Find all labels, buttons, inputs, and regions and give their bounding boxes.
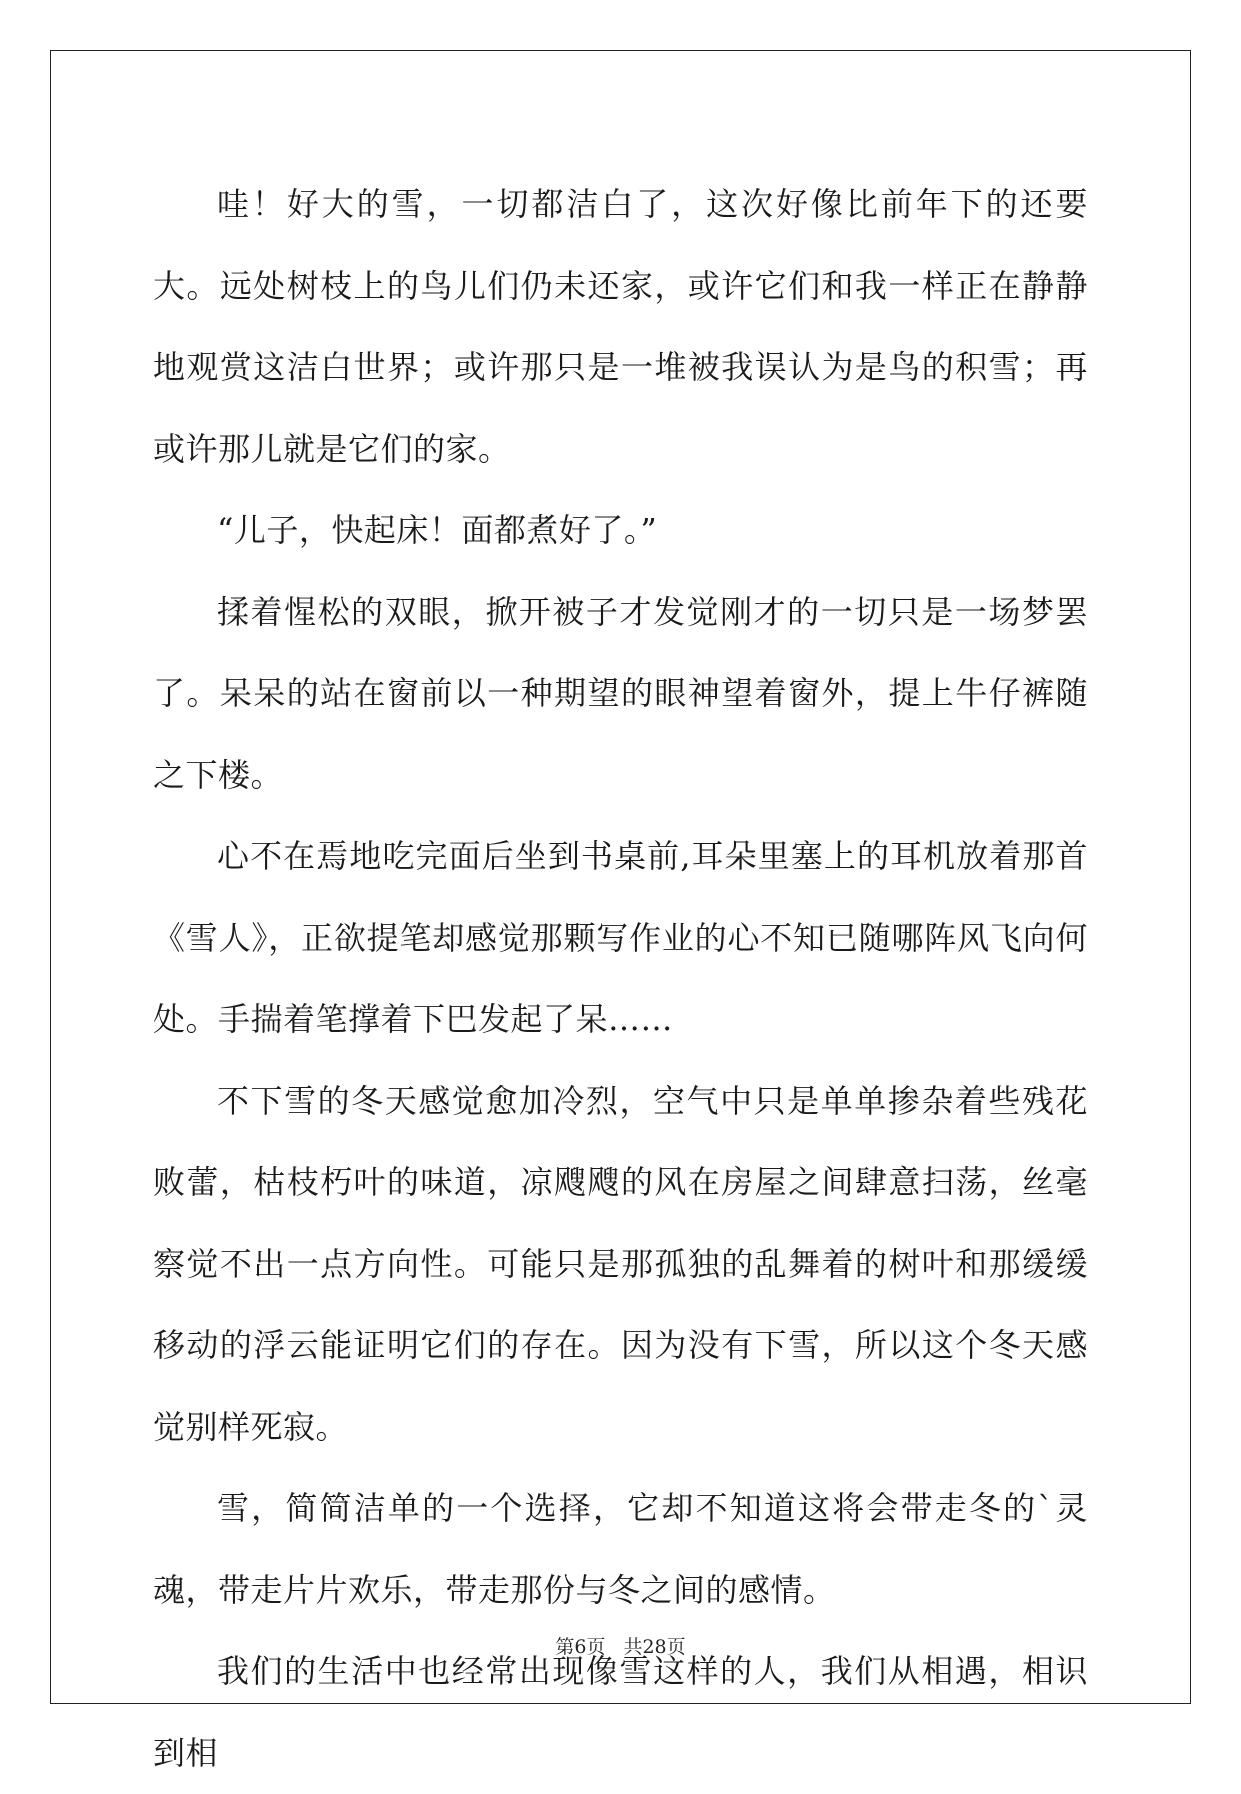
paragraph-7: 我们的生活中也经常出现像雪这样的人，我们从相遇，相识到相 bbox=[153, 1652, 1088, 1772]
page-footer bbox=[0, 1632, 1241, 1659]
page-total: 共28页 bbox=[623, 1636, 686, 1658]
paragraph-5: 不下雪的冬天感觉愈加冷烈，空气中只是单单掺杂着些残花败蕾，枯枝朽叶的味道，凉飕飕的风在房屋之间肆意扫荡，丝毫察觉不出一点方向性。可能只是那孤独的乱舞着的树叶和那缓缓移动的浮云能证明它们的存在。因为没有下雪，所以这个冬天感觉别样死寂。 bbox=[153, 1081, 1088, 1446]
paragraph-2: “儿子，快起床！面都煮好了。” bbox=[217, 511, 658, 549]
paragraph-1: 哇！好大的雪，一切都洁白了，这次好像比前年下的还要大。远处树枝上的鸟儿们仍未还家，或许它们和我一样正在静静地观赏这洁白世界；或许那只是一堆被我误认为是鸟的积雪；再或许那儿就是它们的家。 bbox=[153, 185, 1088, 468]
paragraph-3: 揉着惺松的双眼，掀开被子才发觉刚才的一切只是一场梦罢了。呆呆的站在窗前以一种期望的眼神望着窗外，提上牛仔裤随之下楼。 bbox=[153, 592, 1088, 794]
paragraph-6: 雪，简简洁单的一个选择，它却不知道这将会带走冬的`灵魂，带走片片欢乐，带走那份与冬之间的感情。 bbox=[153, 1489, 1088, 1609]
document-body bbox=[153, 164, 1088, 1794]
page-number: 第6页 bbox=[555, 1636, 606, 1658]
paragraph-4: 心不在焉地吃完面后坐到书桌前,耳朵里塞上的耳机放着那首《雪人》，正欲提笔却感觉那颗写作业的心不知已随哪阵风飞向何处。手揣着笔撑着下巴发起了呆…… bbox=[153, 837, 1088, 1038]
